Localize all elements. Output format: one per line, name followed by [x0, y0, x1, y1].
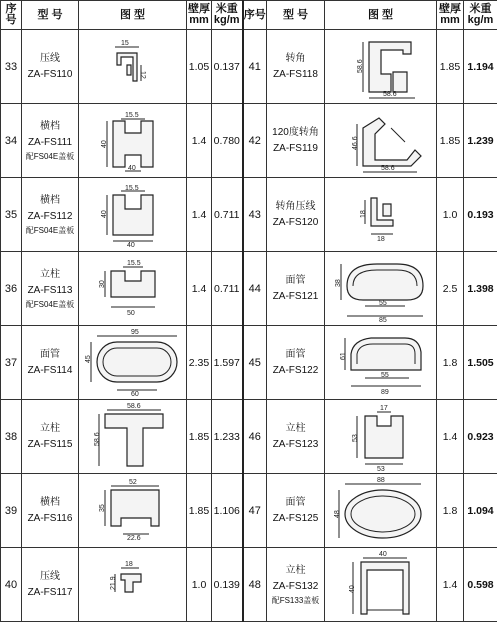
table-row [1, 104, 497, 178]
col-drawing-right: 图 型 [325, 1, 437, 30]
profile-name: 面管 [285, 348, 306, 360]
dimension-label: 40 [126, 241, 135, 249]
profile-code: ZA-FS132 [272, 580, 319, 592]
model-cell [267, 252, 325, 326]
table-row [1, 30, 497, 104]
dimension-label: 15.5 [124, 111, 139, 119]
dimension-label: 95 [130, 328, 139, 336]
model-cell [22, 178, 79, 252]
profile-name: 面管 [285, 274, 306, 286]
dimension-label: 22.6 [126, 534, 141, 542]
profile-code: ZA-FS110 [27, 68, 73, 80]
dimension-label: 58.6 [382, 90, 397, 98]
profile-drawing-fs125 [327, 476, 435, 546]
model-cell [22, 548, 79, 622]
drawing-cell [79, 548, 187, 622]
seq-number: 47 [243, 474, 267, 548]
dimension-label: 18 [124, 560, 133, 568]
profile-drawing-fs111 [81, 107, 185, 175]
col-weight-right: 米重 kg/m [464, 1, 497, 30]
table-row [1, 252, 497, 326]
seq-number: 44 [243, 252, 267, 326]
meter-weight: 1.233 [212, 400, 243, 474]
dimension-label: 35 [98, 503, 106, 512]
dimension-label: 17 [379, 404, 388, 412]
meter-weight: 1.094 [464, 474, 497, 548]
profile-code: ZA-FS116 [27, 512, 73, 524]
profile-note: 配FS04E盖板 [25, 299, 75, 309]
wall-thickness: 1.85 [187, 474, 212, 548]
profile-name: 压线 [40, 52, 60, 64]
dimension-label: 55 [380, 371, 389, 379]
drawing-cell [325, 400, 437, 474]
dimension-label: 58.6 [356, 58, 364, 73]
drawing-cell [325, 30, 437, 104]
drawing-cell [79, 104, 187, 178]
profile-drawing-fs122 [327, 328, 435, 398]
profile-code: ZA-FS112 [27, 210, 73, 222]
dimension-label: 40 [348, 584, 356, 593]
dimension-label: 60 [130, 390, 139, 398]
wall-thickness: 1.4 [437, 548, 464, 622]
wall-thickness: 1.8 [437, 326, 464, 400]
meter-weight: 0.139 [212, 548, 243, 622]
seq-number: 35 [1, 178, 22, 252]
model-cell [267, 30, 325, 104]
dimension-label: 18 [376, 235, 385, 243]
col-wall: 壁厚 mm [187, 1, 212, 30]
wall-thickness: 1.4 [437, 400, 464, 474]
model-cell [267, 326, 325, 400]
dimension-label: 46.6 [351, 135, 359, 150]
drawing-cell [79, 400, 187, 474]
col-wall-right: 壁厚 mm [437, 1, 464, 30]
meter-weight: 0.711 [212, 252, 243, 326]
col-model-right: 型 号 [267, 1, 325, 30]
col-seq-right: 序号 [243, 1, 267, 30]
profile-note: 配FS04E盖板 [25, 151, 75, 161]
profile-name: 立柱 [40, 268, 60, 280]
seq-number: 40 [1, 548, 22, 622]
profile-name: 横档 [40, 120, 60, 132]
profile-name: 转角压线 [275, 200, 316, 212]
profile-drawing-fs116 [81, 478, 185, 544]
seq-number: 45 [243, 326, 267, 400]
model-cell [22, 326, 79, 400]
dimension-label: 38 [334, 278, 342, 287]
profile-code: ZA-FS115 [27, 438, 73, 450]
meter-weight: 1.194 [464, 30, 497, 104]
profile-code: ZA-FS125 [272, 512, 319, 524]
meter-weight: 0.598 [464, 548, 497, 622]
drawing-cell [325, 326, 437, 400]
seq-number: 46 [243, 400, 267, 474]
drawing-cell [325, 178, 437, 252]
profile-name: 压线 [40, 570, 60, 582]
profile-name: 120度转角 [272, 126, 319, 138]
profile-code: ZA-FS121 [272, 290, 319, 302]
model-cell [267, 104, 325, 178]
profile-drawing-fs123 [327, 402, 435, 472]
meter-weight: 1.597 [212, 326, 243, 400]
drawing-cell [79, 326, 187, 400]
table-row [1, 548, 497, 622]
model-cell [267, 474, 325, 548]
wall-thickness: 1.4 [187, 178, 212, 252]
drawing-cell [79, 30, 187, 104]
dimension-label: 40 [100, 139, 108, 148]
model-cell [267, 548, 325, 622]
wall-thickness: 1.85 [437, 30, 464, 104]
seq-number: 34 [1, 104, 22, 178]
wall-thickness: 1.05 [187, 30, 212, 104]
profile-note: 配FS04E盖板 [25, 225, 75, 235]
wall-thickness: 1.0 [437, 178, 464, 252]
dimension-label: 18 [359, 209, 367, 218]
profile-code: ZA-FS117 [27, 586, 73, 598]
profile-name: 面管 [40, 348, 60, 360]
meter-weight: 1.106 [212, 474, 243, 548]
col-drawing: 图 型 [79, 1, 187, 30]
drawing-cell [79, 474, 187, 548]
col-model: 型 号 [22, 1, 79, 30]
col-seq: 序号 [1, 1, 22, 30]
drawing-cell [79, 252, 187, 326]
seq-number: 33 [1, 30, 22, 104]
model-cell [22, 30, 79, 104]
profile-drawing-fs119 [327, 106, 435, 176]
dimension-label: 52 [128, 478, 137, 486]
profile-code: ZA-FS123 [272, 438, 319, 450]
model-cell [22, 400, 79, 474]
drawing-cell [325, 548, 437, 622]
wall-thickness: 1.4 [187, 252, 212, 326]
drawing-cell [325, 104, 437, 178]
model-cell [22, 474, 79, 548]
meter-weight: 1.239 [464, 104, 497, 178]
seq-number: 36 [1, 252, 22, 326]
profile-code: ZA-FS120 [272, 216, 319, 228]
profile-name: 立柱 [285, 422, 306, 434]
meter-weight: 0.711 [212, 178, 243, 252]
seq-number: 39 [1, 474, 22, 548]
profile-drawing-fs110 [81, 35, 185, 99]
dimension-label: 89 [380, 388, 389, 396]
model-cell [22, 104, 79, 178]
profile-code: ZA-FS119 [273, 142, 318, 154]
dimension-label: 48 [333, 509, 341, 518]
meter-weight: 0.193 [464, 178, 497, 252]
profile-code: ZA-FS122 [272, 364, 319, 376]
profile-drawing-fs113 [81, 255, 185, 323]
wall-thickness: 1.85 [437, 104, 464, 178]
meter-weight: 0.780 [212, 104, 243, 178]
seq-number: 38 [1, 400, 22, 474]
model-cell [22, 252, 79, 326]
drawing-cell [79, 178, 187, 252]
table-header-row [1, 1, 497, 30]
col-weight: 米重 kg/m [212, 1, 243, 30]
dimension-label: 40 [100, 209, 108, 218]
dimension-label: 58.6 [93, 431, 101, 446]
model-cell [267, 178, 325, 252]
wall-thickness: 1.8 [437, 474, 464, 548]
meter-weight: 1.505 [464, 326, 497, 400]
profile-name: 立柱 [40, 422, 60, 434]
table-row [1, 326, 497, 400]
wall-thickness: 1.85 [187, 400, 212, 474]
profile-code: ZA-FS113 [27, 284, 73, 296]
dimension-label: 61 [339, 351, 347, 360]
dimension-label: 12 [138, 70, 146, 79]
dimension-label: 50 [126, 309, 135, 317]
dimension-label: 53 [376, 465, 385, 472]
seq-number: 41 [243, 30, 267, 104]
profile-name: 面管 [285, 496, 306, 508]
profile-code: ZA-FS114 [27, 364, 73, 376]
drawing-cell [325, 252, 437, 326]
profile-drawing-fs132 [327, 550, 435, 620]
table-row [1, 178, 497, 252]
profile-name: 转角 [285, 52, 306, 64]
dimension-label: 88 [376, 476, 385, 484]
dimension-label: 15 [120, 39, 129, 47]
dimension-label: 55 [378, 299, 387, 307]
profile-name: 横档 [40, 496, 60, 508]
profile-drawing-fs120 [327, 186, 435, 244]
table-row [1, 400, 497, 474]
profile-drawing-fs118 [327, 32, 435, 102]
dimension-label: 40 [127, 164, 136, 172]
profile-code: ZA-FS111 [27, 136, 73, 148]
dimension-label: 30 [98, 279, 106, 288]
dimension-label: 58.6 [380, 164, 395, 172]
meter-weight: 1.398 [464, 252, 497, 326]
dimension-label: 21.9 [109, 575, 117, 590]
profile-drawing-fs117 [81, 556, 185, 614]
meter-weight: 0.137 [212, 30, 243, 104]
seq-number: 37 [1, 326, 22, 400]
table-row [1, 474, 497, 548]
dimension-label: 85 [378, 316, 387, 324]
wall-thickness: 2.35 [187, 326, 212, 400]
dimension-label: 15.5 [126, 259, 141, 267]
profile-drawing-fs114 [81, 328, 185, 398]
dimension-label: 15.5 [124, 184, 139, 192]
seq-number: 43 [243, 178, 267, 252]
dimension-label: 58.6 [126, 402, 141, 410]
dimension-label: 53 [351, 433, 359, 442]
profile-drawing-fs121 [327, 254, 435, 324]
dimension-label: 45 [84, 354, 92, 363]
model-cell [267, 400, 325, 474]
wall-thickness: 1.4 [187, 104, 212, 178]
meter-weight: 0.923 [464, 400, 497, 474]
profile-drawing-fs112 [81, 181, 185, 249]
seq-number: 42 [243, 104, 267, 178]
dimension-label: 40 [378, 550, 387, 558]
profile-code: ZA-FS118 [273, 68, 318, 80]
drawing-cell [325, 474, 437, 548]
profile-name: 立柱 [285, 564, 306, 576]
seq-number: 48 [243, 548, 267, 622]
profile-name: 横档 [40, 194, 60, 206]
wall-thickness: 1.0 [187, 548, 212, 622]
wall-thickness: 2.5 [437, 252, 464, 326]
profile-note: 配FS133盖板 [271, 595, 320, 605]
profile-drawing-fs115 [81, 402, 185, 472]
